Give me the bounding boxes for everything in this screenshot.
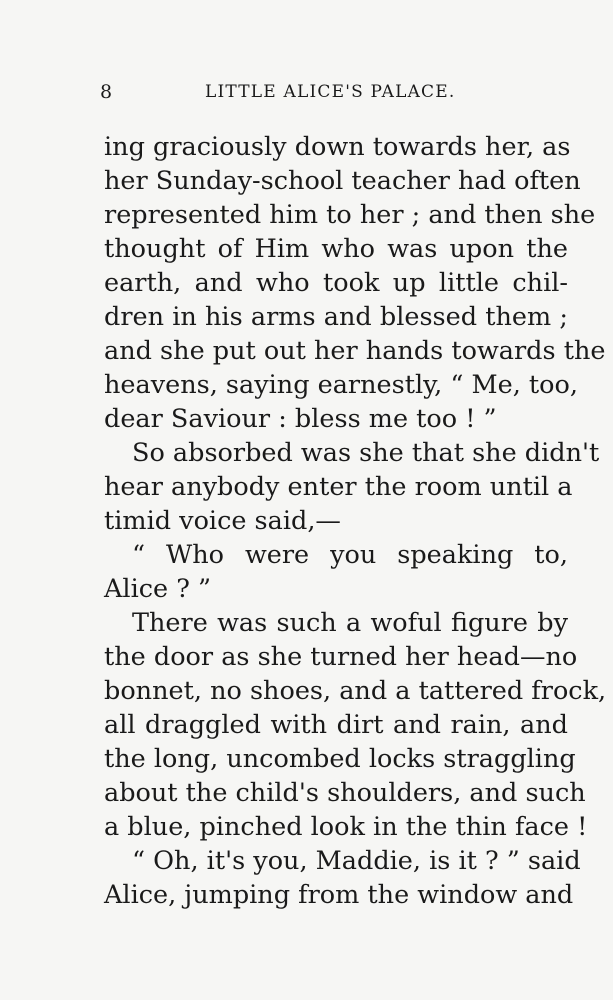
text-line: represented him to her ; and then she	[104, 200, 596, 230]
text-line: Alice, jumping from the window and	[104, 880, 574, 910]
text-line: ing graciously down towards her, as	[104, 132, 571, 162]
text-line: dear Saviour : bless me too ! ”	[104, 404, 497, 434]
text-line: a blue, pinched look in the thin face !	[104, 812, 588, 842]
text-line: about the child's shoulders, and such	[104, 778, 586, 808]
text-line: her Sunday-school teacher had often	[104, 166, 581, 196]
text-line: thought of Him who was upon the	[104, 234, 568, 264]
text-line: heavens, saying earnestly, “ Me, too,	[104, 370, 578, 400]
text-line: and she put out her hands towards the	[104, 336, 606, 366]
text-line: “ Who were you speaking to,	[132, 540, 568, 570]
page-number: 8	[100, 81, 113, 103]
text-line: “ Oh, it's you, Maddie, is it ? ” said	[132, 846, 581, 876]
text-line: hear anybody enter the room until a	[104, 472, 573, 502]
text-line: the door as she turned her head—no	[104, 642, 578, 672]
text-line: There was such a woful figure by	[132, 608, 568, 638]
text-line: So absorbed was she that she didn't	[132, 438, 600, 468]
text-line: the long, uncombed locks straggling	[104, 744, 576, 774]
text-line: bonnet, no shoes, and a tattered frock,	[104, 676, 607, 706]
text-line: Alice ? ”	[104, 574, 212, 604]
text-line: dren in his arms and blessed them ;	[104, 302, 568, 332]
running-title: LITTLE ALICE'S PALACE.	[205, 82, 456, 102]
text-line: timid voice said,—	[104, 506, 341, 536]
text-line: all draggled with dirt and rain, and	[104, 710, 568, 740]
text-line: earth, and who took up little chil-	[104, 268, 568, 298]
body-text	[104, 130, 607, 912]
